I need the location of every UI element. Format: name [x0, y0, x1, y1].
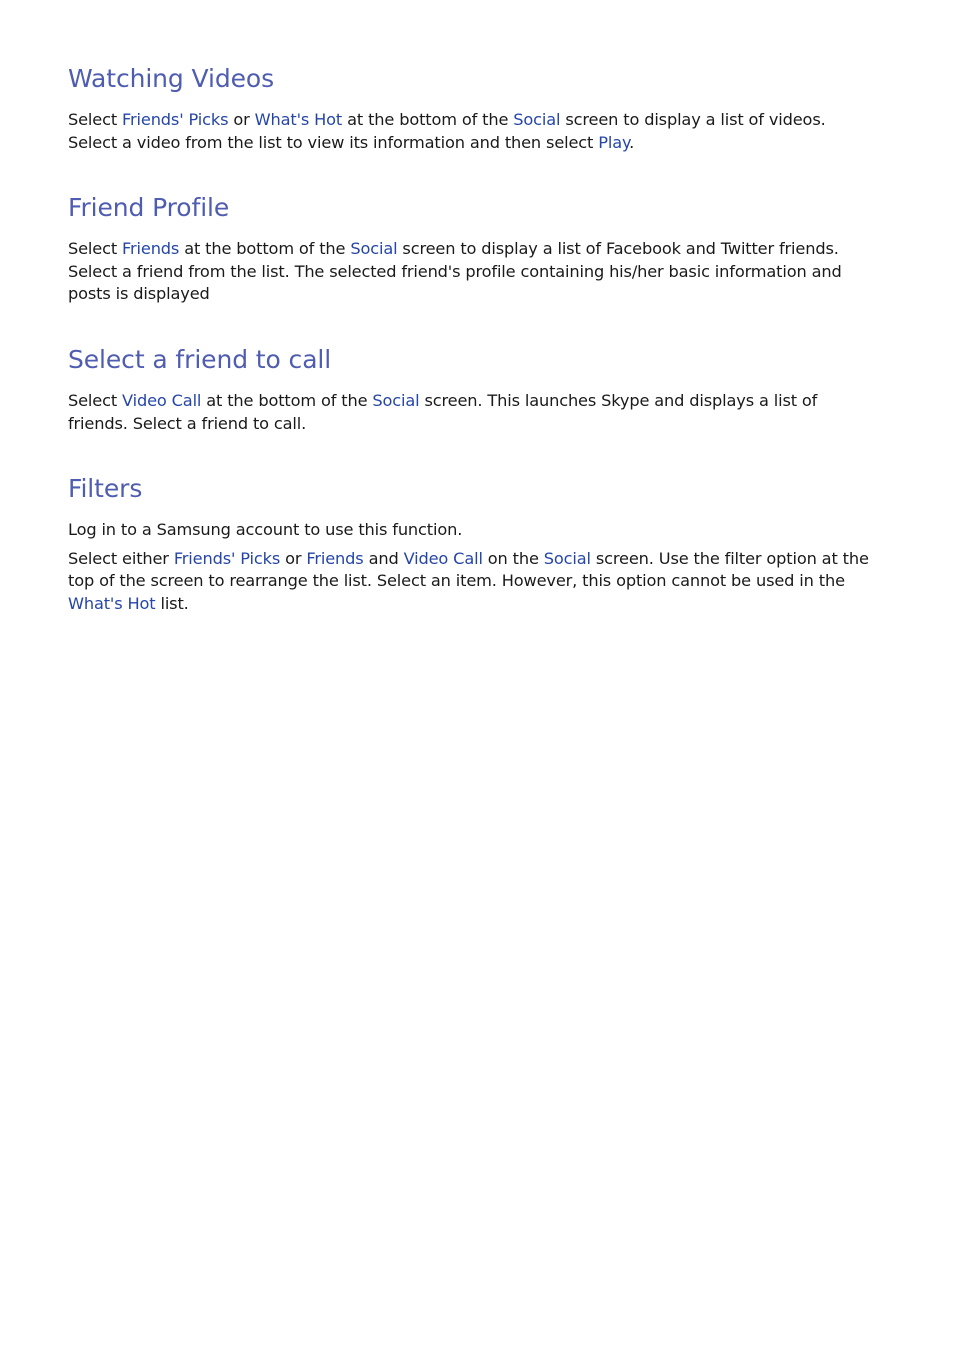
keyword-friends: Friends — [306, 548, 364, 568]
section-paragraph — [68, 238, 878, 306]
keyword-play: Play — [598, 132, 630, 152]
text-run: and — [363, 548, 404, 568]
text-run: or — [280, 548, 307, 568]
section-heading: Watching Videos — [68, 64, 275, 93]
keyword-social: Social — [543, 548, 591, 568]
keyword-video-call: Video Call — [122, 391, 202, 410]
text-run: on the — [482, 548, 544, 568]
section-paragraph — [68, 548, 878, 616]
text-run: Select — [68, 110, 123, 129]
keyword-friends: Friends — [122, 239, 180, 258]
text-run: screen to display a list of Facebook and Twitter friends. Select a friend from the list. The selected friend's profile containing his/her basic information and posts is displayed — [68, 239, 842, 303]
text-run: or — [228, 110, 255, 129]
text-run: . — [629, 132, 635, 152]
section-heading: Friend Profile — [68, 193, 230, 222]
keyword-social: Social — [513, 110, 561, 129]
text-run: Select — [68, 391, 123, 410]
text-run: Select either — [68, 548, 174, 568]
section-select-friend-to-call — [68, 345, 878, 435]
keyword-social: Social — [350, 239, 398, 258]
section-paragraph — [68, 519, 878, 542]
text-run: at the bottom of the — [201, 391, 373, 410]
section-filters — [68, 474, 878, 615]
text-run: at the bottom of the — [179, 239, 351, 258]
keyword-video-call: Video Call — [403, 548, 483, 568]
section-paragraph — [68, 109, 878, 154]
keyword-friends-picks: Friends' Picks — [122, 110, 229, 129]
section-heading: Filters — [68, 474, 143, 503]
keyword-whats-hot: What's Hot — [254, 110, 343, 129]
text-run: Log in to a Samsung account to use this function. — [68, 520, 463, 539]
text-run: Select — [68, 239, 123, 258]
text-run: screen. Use the filter option at the top of the screen to rearrange the list. Select an item. However, this option cannot be used in the — [68, 548, 869, 590]
keyword-friends-picks: Friends' Picks — [173, 548, 281, 568]
text-run: screen. This launches Skype and displays a list of friends. Select a friend to call. — [68, 391, 818, 433]
section-friend-profile — [68, 193, 878, 306]
keyword-social: Social — [372, 391, 420, 410]
section-watching-videos — [68, 64, 878, 154]
text-run: at the bottom of the — [342, 110, 514, 129]
text-run: list. — [155, 593, 189, 613]
section-paragraph — [68, 390, 878, 435]
keyword-whats-hot: What's Hot — [68, 593, 156, 613]
text-run: screen to display a list of videos. Select a video from the list to view its information and then select — [68, 110, 826, 152]
section-heading: Select a friend to call — [68, 345, 332, 374]
